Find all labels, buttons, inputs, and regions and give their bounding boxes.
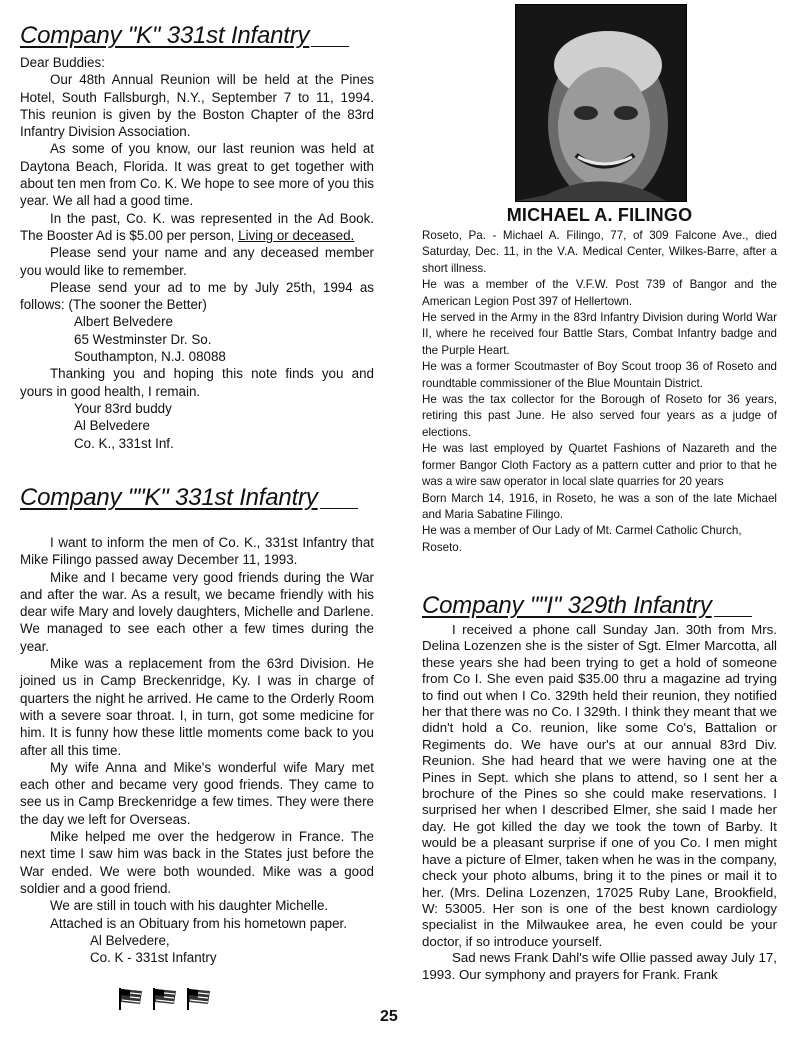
paragraph: Please send your ad to me by July 25th, 1994 as follows: (The sooner the Better)	[20, 279, 374, 313]
paragraph: My wife Anna and Mike's wonderful wife Mary met each other and became very good friends. They came to see us in Camp Breckenridge a few times. They were there the day we left for Overseas.	[20, 759, 374, 827]
letter-company-i	[422, 592, 777, 983]
signature-line: Your 83rd buddy	[74, 400, 172, 416]
address-line: 65 Westminster Dr. So.	[74, 331, 212, 347]
flag-icon	[154, 988, 176, 1010]
paragraph: Our 48th Annual Reunion will be held at the Pines Hotel, South Fallsburgh, N.Y., September 7 to 11, 1994. This reunion is given by the Boston Chapter of the 83rd Infantry Division Association.	[20, 72, 374, 140]
signature-line: Co. K., 331st Inf.	[74, 435, 174, 451]
flag-icon	[188, 988, 210, 1010]
paragraph: In the past, Co. K. was represented in the Ad Book. The Booster Ad is $5.00 per person, Living or deceased.	[20, 210, 374, 243]
paragraph: Sad news Frank Dahl's wife Ollie passed away July 17, 1993. Our symphony and prayers for Frank. Frank	[422, 950, 777, 982]
paragraph: He was a former Scoutmaster of Boy Scout troop 36 of Roseto and roundtable commissioner of the Blue Mountain District.	[422, 360, 777, 390]
address-line: Albert Belvedere	[74, 314, 173, 330]
paragraph: As some of you know, our last reunion was held at Daytona Beach, Florida. It was great to get together with about ten men from Co. K. We hope to see more of you this year. We all had a good time.	[20, 141, 374, 209]
signature-line: Co. K - 331st Infantry	[90, 950, 217, 966]
paragraph: Mike was a replacement from the 63rd Division. He joined us in Camp Breckenridge, Ky. I was in charge of quarters the night he arrived. He came to the Orderly Room with a severe soar throat. I, in turn, got some medicine for him. It is funny how these little moments come back to you after all this time.	[20, 656, 374, 758]
greeting: Dear Buddies:	[20, 55, 105, 70]
section-heading-company-k-2: Company ""K" 331st Infantry	[20, 484, 374, 512]
obituary-name: MICHAEL A. FILINGO	[506, 205, 693, 225]
paragraph: I received a phone call Sunday Jan. 30th from Mrs. Delina Lozenzen she is the sister of Sgt. Elmer Marcotta, all these years she had been trying to get a hold of someone from Co I. She even paid $35.00 thru a magazine ad trying to find out when I Co. 329th held their reunion, they notified her that there was no Co. I 329th. I think they meant that we didn't hold a Co. reunion, like some Co's, Battalion or Regiments do. We have our's at our annual 83rd Div. Reunion. She had heard that we were having one at the Pines in Sept. which she plans to attend, so I sent her a brochure of the Pines so she could make reservations. I surprised her when I described Elmer, she said I made her day. He got killed the day we took the town of Barby. It would be a pleasant surprise if one of you Co. I men might have a picture of Elmer, taken when he was in the company, check your photo albums, bring it to the pines or mail it to her. (Mrs. Delina Lozenzen, 17025 Ruby Lane, Brookfield, W: 53005. Her son is one of the best known cardiology specialist in the Milwaukee area, he even could be your doctor, if so introduce yourself.	[422, 622, 777, 949]
paragraph: Roseto, Pa. - Michael A. Filingo, 77, of 309 Falcone Ave., died Saturday, Dec. 11, in the V.A. Medical Center, Wilkes-Barre, after a short illness.	[422, 229, 777, 275]
section-heading-company-i: Company ""I" 329th Infantry	[422, 592, 777, 620]
obituary-body	[422, 228, 777, 556]
portrait-photo	[515, 4, 687, 202]
paragraph: We are still in touch with his daughter Michelle.	[50, 898, 329, 914]
paragraph: Mike helped me over the hedgerow in France. The next time I saw him was back in the States just before the War ended. We were both wounded. Mike was a good soldier and a good friend.	[20, 829, 374, 896]
page-number: 25	[380, 1008, 398, 1025]
flag-icon	[120, 988, 142, 1010]
paragraph: He was a member of Our Lady of Mt. Carmel Catholic Church, Roseto.	[422, 524, 742, 554]
paragraph: Born March 14, 1916, in Roseto, he was a son of the late Michael and Maria Sabatine Filingo.	[422, 491, 777, 521]
letter-reunion	[20, 22, 374, 452]
address-line: Southampton, N.J. 08088	[74, 349, 226, 365]
paragraph: Thanking you and hoping this note finds you and yours in good health, I remain.	[20, 366, 374, 399]
section-heading-company-k: Company "K" 331st Infantry	[20, 22, 374, 50]
flags-decoration	[118, 986, 218, 1017]
paragraph: Mike and I became very good friends during the War and after the war. As a result, we became friendly with his dear wife Mary and lovely daughters, Michelle and Darlene. We managed to see each other a few times during the year.	[20, 569, 374, 654]
letter-filingo	[20, 484, 374, 966]
paragraph: He was a member of the V.F.W. Post 739 of Bangor and the American Legion Post 397 of Hellertown.	[422, 278, 777, 308]
signature-line: Al Belvedere	[74, 418, 150, 434]
signature-line: Al Belvedere,	[90, 932, 170, 948]
paragraph: Attached is an Obituary from his hometown paper.	[50, 915, 347, 931]
paragraph: He was the tax collector for the Borough of Roseto for 36 years, retiring this past June. He also served four years as a judge of elections.	[422, 393, 777, 439]
paragraph: I want to inform the men of Co. K., 331st Infantry that Mike Filingo passed away December 11, 1993.	[20, 535, 374, 568]
paragraph: He was last employed by Quartet Fashions of Nazareth and the former Bangor Cloth Factory as a pattern cutter and prior to that he was a wire saw operator in local slate quarries for 20 years	[422, 442, 777, 489]
paragraph: He served in the Army in the 83rd Infantry Division during World War II, where he received four Battle Stars, Combat Infantry badge and the Purple Heart.	[422, 311, 777, 357]
paragraph: Please send your name and any deceased member you would like to remember.	[20, 245, 374, 278]
